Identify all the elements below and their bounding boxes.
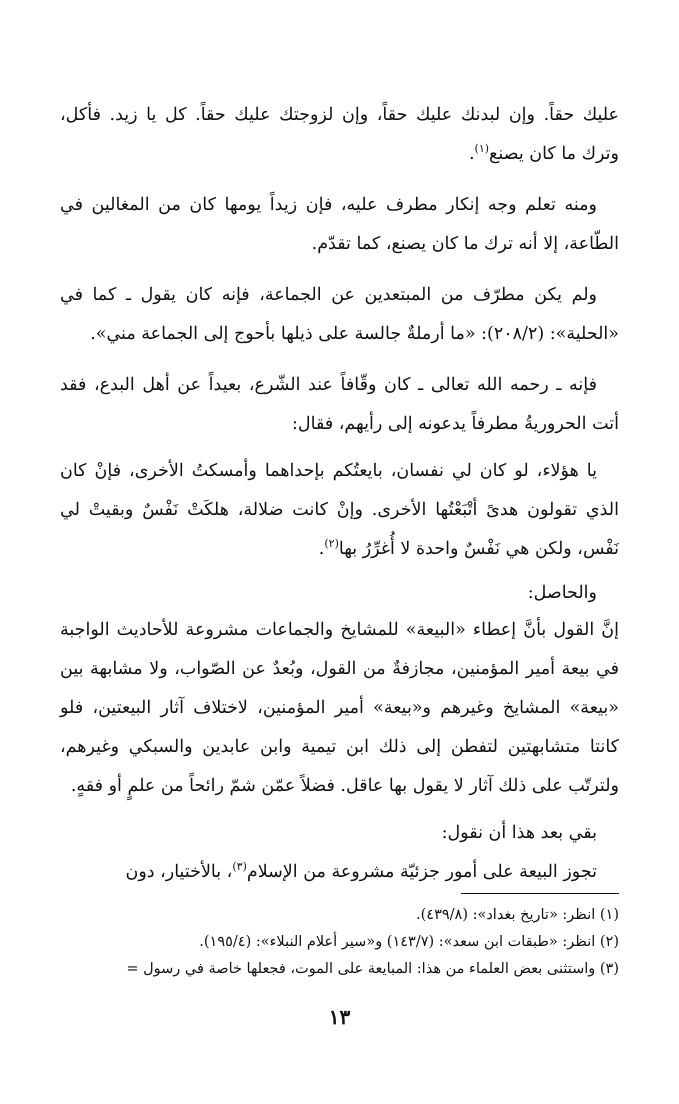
paragraph-1: عليك حقاً. وإن لبدنك عليك حقاً، وإن لزوجتك عليك حقاً. كل يا زيد. فأكل، وترك ما كان يصنع$^{(١)}$. — [60, 105, 619, 164]
paragraph-4: فإنه ـ رحمه الله تعالى ـ كان وقّافاً عند الشّرع، بعيداً عن أهل البدع، فقد أتت الحروريةُ مطرفاً يدعونه إلى رأيهم، فقال: — [60, 375, 619, 434]
footnote-ref-3[interactable]: (٣) — [232, 860, 247, 874]
section-heading: والحاصل: — [527, 583, 597, 603]
paragraph-conclusion: إنَّ القول بأنَّ إعطاء «البيعة» للمشايخ والجماعات مشروعة للأحاديث الواجبة في بيعة أمير المؤمنين، مجازفةٌ من القول، وبُعدٌ عن الصّواب، ولا مشابهة بين «بيعة» المشايخ وغيرهم و«بيعة» أمير المؤمنين، لاختلاف آثار البيعتين، فلو كانتا متشابهتين لتفطن إلى ذلك ابن تيمية وابن عابدين والسبكي وغيرهم، ولترتّب على ذلك آثار لا يقول بها عاقل. فضلاً عمّن شمّ رائحاً من علمٍ أو فقهٍ. — [60, 620, 619, 796]
footnote-3: (٣) واستثنى بعض العلماء من هذا: المبايعة على الموت، فجعلها خاصة في رسول = — [126, 961, 619, 977]
footnotes — [60, 902, 619, 983]
paragraph-last: تجوز البيعة على أمور جزئيّة مشروعة من الإسلام$^{(٣)}$، بالأختيار، دون — [125, 860, 597, 882]
footnote-ref-1[interactable]: (١) — [474, 142, 490, 156]
paragraph-3: ولم يكن مطرّف من المبتعدين عن الجماعة، فإنه كان يقول ـ كما في «الحلية»: (٢٠٨/٢): «ما أرملةٌ جالسة على ذيلها بأحوج إلى الجماعة مني». — [60, 285, 619, 344]
page-body — [60, 96, 619, 892]
paragraph-2: ومنه تعلم وجه إنكار مطرف عليه، فإن زيداً يومها كان من المغالين في الطّاعة، إلا أنه ترك ما كان يصنع، كما تقدّم. — [60, 195, 619, 254]
footnote-ref-2[interactable]: (٢) — [324, 537, 339, 551]
page-number: ١٣ — [328, 1005, 351, 1029]
paragraph-remaining: بقي بعد هذا أن نقول: — [441, 823, 597, 843]
footnote-1: (١) انظر: «تاريخ بغداد»: (٤٣٩/٨). — [416, 907, 619, 923]
quote-paragraph: يا هؤلاء، لو كان لي نفسان، بايعتُكم بإحداهما وأمسكتُ الأخرى، فإنْ كان الذي تقولون هدىً أتْبَعْتُها الأخرى. وإنْ كانت ضلالة، هلكَتْ نَفْسٌ وبقيتْ لي نَفْس، ولكن هي نَفْسٌ واحدة لا أُغرِّرُ بها$^{(٢)}$. — [60, 461, 619, 559]
footnote-divider — [461, 893, 619, 894]
footnote-2: (٢) انظر: «طبقات ابن سعد»: (١٤٣/٧) و«سير أعلام النبلاء»: (١٩٥/٤). — [199, 934, 619, 950]
